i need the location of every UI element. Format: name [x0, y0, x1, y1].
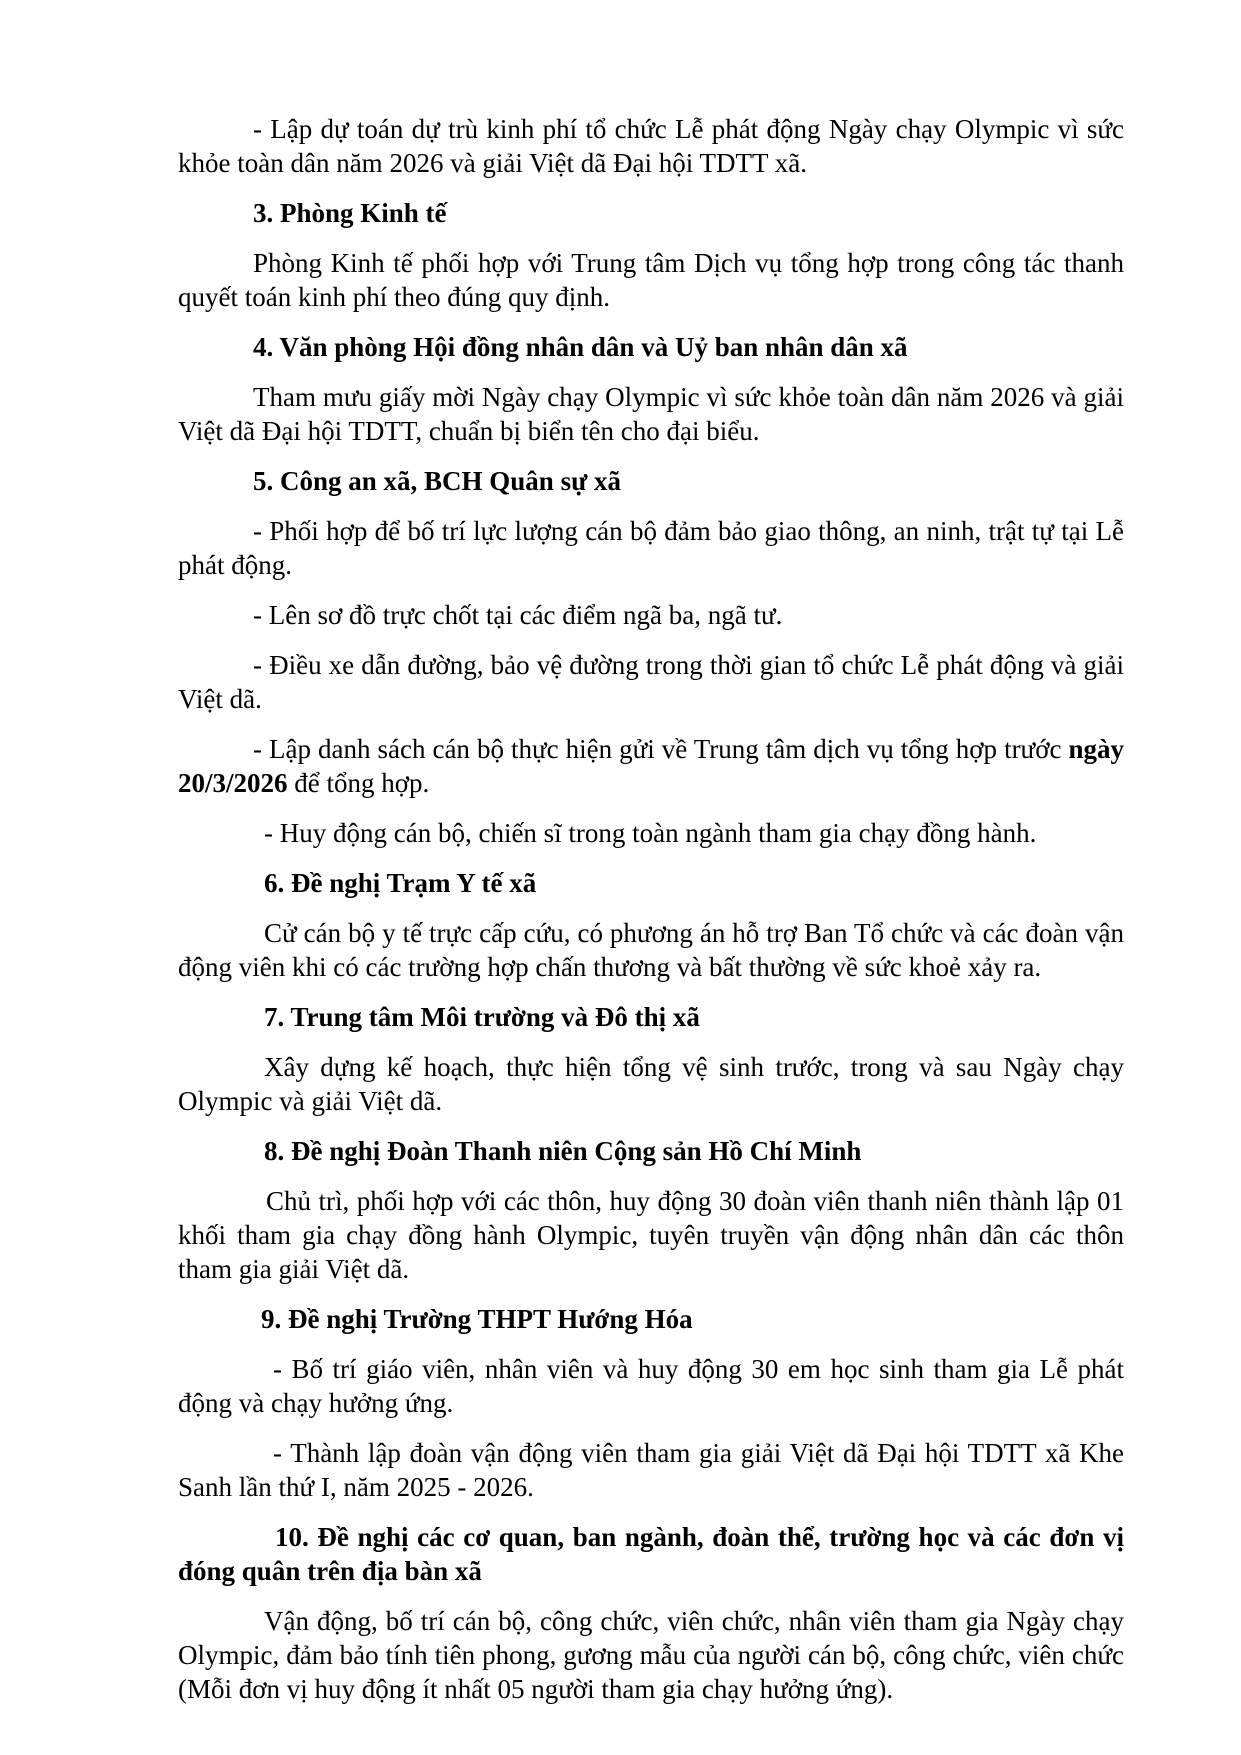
heading-youth-union: 8. Đề nghị Đoàn Thanh niên Cộng sản Hồ Chí Minh	[264, 1136, 862, 1166]
paragraph-health-station: Cử cán bộ y tế trực cấp cứu, có phương án hỗ trợ Ban Tổ chức và các đoàn vận động viên khi có các trường hợp chấn thương và bất thường về sức khoẻ xảy ra.	[178, 918, 1124, 982]
paragraph-high-school-staff: - Bố trí giáo viên, nhân viên và huy động 30 em học sinh tham gia Lễ phát động và chạy hưởng ứng.	[178, 1354, 1124, 1418]
paragraph-youth-union: Chủ trì, phối hợp với các thôn, huy động 30 đoàn viên thanh niên thành lập 01 khối tham gia chạy đồng hành Olympic, tuyên truyền vận động nhân dân các thôn tham gia giải Việt dã.	[178, 1186, 1124, 1284]
police-list-text: - Lập danh sách cán bộ thực hiện gửi về Trung tâm dịch vụ tổng hợp trước	[253, 734, 1069, 764]
heading-environment-center: 7. Trung tâm Môi trường và Đô thị xã	[264, 1002, 700, 1032]
paragraph-council-office: Tham mưu giấy mời Ngày chạy Olympic vì sức khỏe toàn dân năm 2026 và giải Việt dã Đại hội TDTT, chuẩn bị biển tên cho đại biểu.	[178, 382, 1124, 446]
paragraph-police-escort: - Điều xe dẫn đường, bảo vệ đường trong thời gian tổ chức Lễ phát động và giải Việt dã.	[178, 650, 1124, 714]
police-list-deadline: ngày 20/3/2026	[178, 734, 1124, 798]
paragraph-economic-department: Phòng Kinh tế phối hợp với Trung tâm Dịch vụ tổng hợp trong công tác thanh quyết toán kinh phí theo đúng quy định.	[178, 248, 1124, 312]
paragraph-high-school-team: - Thành lập đoàn vận động viên tham gia giải Việt dã Đại hội TDTT xã Khe Sanh lần thứ I, năm 2025 - 2026.	[178, 1438, 1124, 1502]
paragraph-police-checkpoints: - Lên sơ đồ trực chốt tại các điểm ngã ba, ngã tư.	[253, 600, 783, 630]
paragraph-police-list	[178, 732, 1124, 800]
heading-high-school: 9. Đề nghị Trường THPT Hướng Hóa	[261, 1304, 693, 1334]
paragraph-budget: - Lập dự toán dự trù kinh phí tổ chức Lễ phát động Ngày chạy Olympic vì sức khỏe toàn dân năm 2026 và giải Việt dã Đại hội TDTT xã.	[178, 114, 1124, 178]
paragraph-environment-center: Xây dựng kế hoạch, thực hiện tổng vệ sinh trước, trong và sau Ngày chạy Olympic và giải Việt dã.	[178, 1052, 1124, 1116]
paragraph-police-coordination: - Phối hợp để bố trí lực lượng cán bộ đảm bảo giao thông, an ninh, trật tự tại Lễ phát động.	[178, 516, 1124, 580]
heading-health-station: 6. Đề nghị Trạm Y tế xã	[264, 868, 537, 898]
heading-council-office: 4. Văn phòng Hội đồng nhân dân và Uỷ ban nhân dân xã	[253, 332, 908, 362]
document-page	[178, 112, 1124, 1722]
paragraph-police-mobilize: - Huy động cán bộ, chiến sĩ trong toàn ngành tham gia chạy đồng hành.	[264, 818, 1037, 848]
paragraph-agencies: Vận động, bố trí cán bộ, công chức, viên chức, nhân viên tham gia Ngày chạy Olympic, đảm bảo tính tiên phong, gương mẫu của người cán bộ, công chức, viên chức (Mỗi đơn vị huy động ít nhất 05 người tham gia chạy hưởng ứng).	[178, 1606, 1124, 1704]
police-list-suffix: để tổng hợp.	[287, 768, 430, 798]
heading-agencies: 10. Đề nghị các cơ quan, ban ngành, đoàn thể, trường học và các đơn vị đóng quân trên địa bàn xã	[178, 1522, 1124, 1586]
heading-economic-department: 3. Phòng Kinh tế	[253, 198, 447, 228]
heading-police-military: 5. Công an xã, BCH Quân sự xã	[253, 466, 622, 496]
